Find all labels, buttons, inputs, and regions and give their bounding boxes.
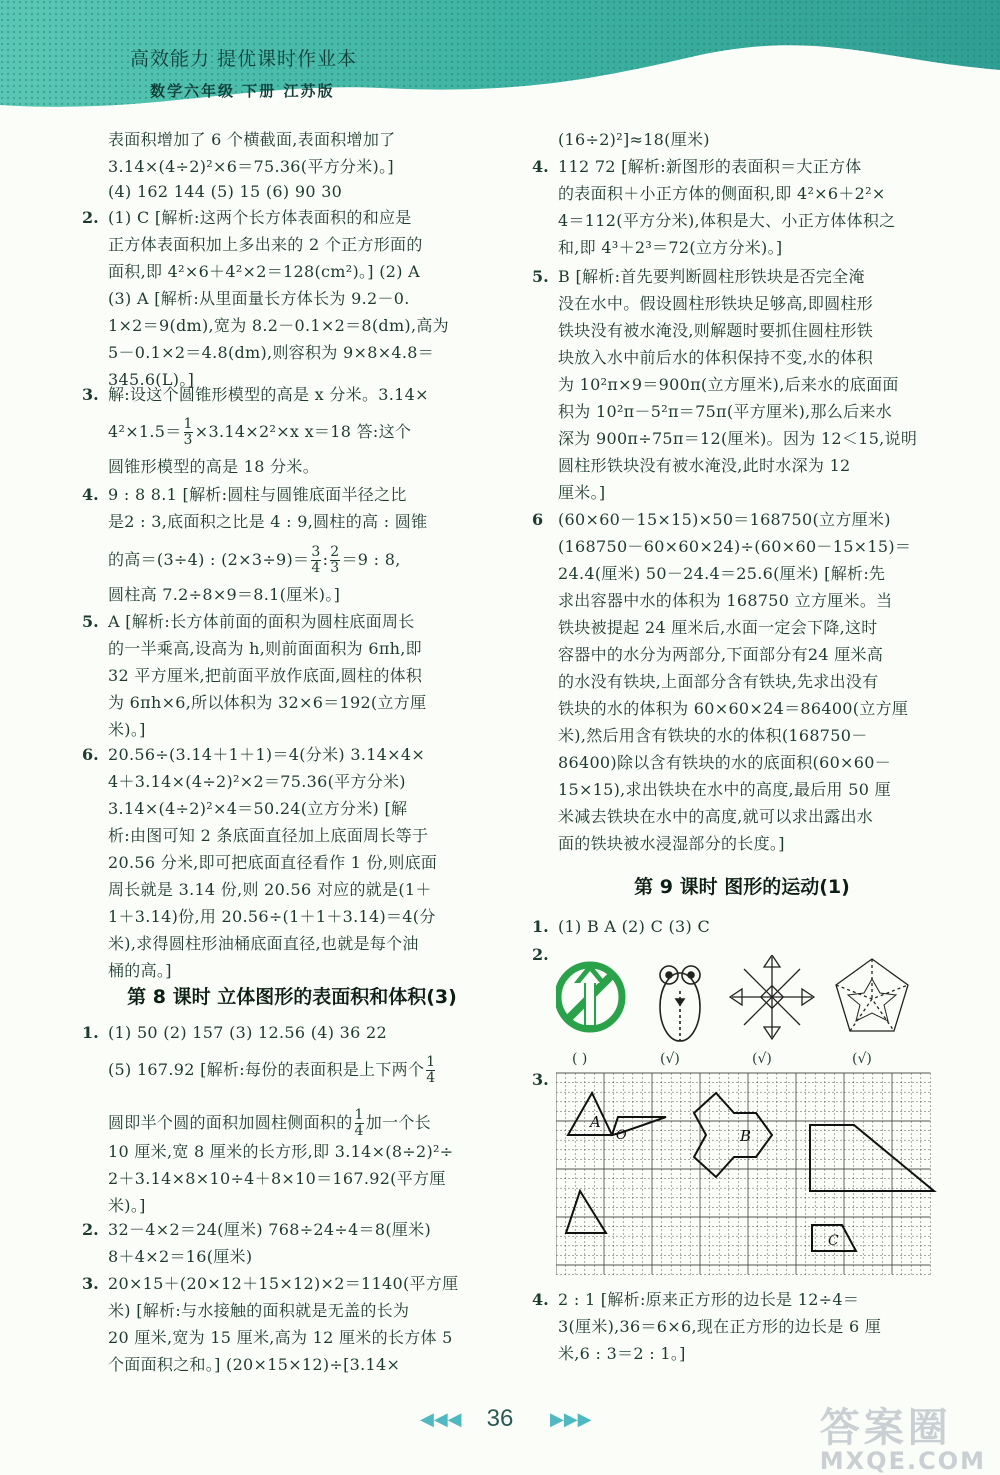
denominator: 3 (183, 432, 193, 448)
text-line: 米)。] (108, 1196, 146, 1215)
text-line: 圆柱形铁块没有被水淹没,此时水深为 12 (558, 456, 851, 475)
text-line: 表面积增加了 6 个横截面,表面积增加了 (108, 130, 396, 149)
text-line: 20.56÷(3.14＋1＋1)＝4(分米) 3.14×4× (108, 745, 426, 764)
text-line: 铁块被提起 24 厘米后,水面一定会下降,这时 (558, 618, 878, 637)
denominator: 4 (311, 560, 321, 576)
text-fragment: ×3.14×2²×x x＝18 答:这个 (194, 422, 412, 441)
text-line: 为 10²π×9＝900π(立方厘米),后来水的底面面 (558, 375, 899, 394)
text-fragment: (5) 167.92 [解析:每份的表面积是上下两个 (108, 1060, 425, 1079)
text-line: 面的铁块被水浸湿部分的长度。] (558, 834, 785, 853)
text-line: 块放入水中前后水的体积保持不变,水的体积 (558, 348, 874, 367)
mark-2: (√) (660, 1051, 680, 1067)
text-line: (16÷2)²]≈18(厘米) (558, 130, 710, 149)
figure-arrow-circle (558, 963, 622, 1029)
text-line: 3(厘米),36＝6×6,现在正方形的边长是 6 厘 (558, 1317, 882, 1336)
text-line: 铁块的水的体积为 60×60×24＝86400(立方厘 (558, 699, 909, 718)
header-title: 高效能力 提优课时作业本 (130, 48, 358, 70)
question-number: 6. (82, 745, 99, 764)
text-fragment: 圆即半个圆的面积加圆柱侧面积的 (108, 1113, 353, 1132)
denominator: 3 (330, 560, 340, 576)
text-line: 深为 900π÷75π＝12(厘米)。因为 12＜15,说明 (558, 429, 918, 448)
question-number: 2. (532, 945, 549, 964)
text-line: 解:设这个圆锥形模型的高是 x 分米。3.14× (108, 385, 429, 404)
text-line: 32 平方厘米,把前面平放作底面,圆柱的体积 (108, 666, 423, 685)
text-line (108, 1108, 431, 1139)
figure-pentagon (836, 959, 908, 1031)
numerator: 1 (426, 1054, 436, 1070)
question-number: 4. (532, 157, 549, 176)
text-line: 没在水中。假设圆柱形铁块足够高,即圆柱形 (558, 294, 874, 313)
text-line: 容器中的水分为两部分,下面部分有24 厘米高 (558, 645, 884, 664)
text-fragment: ＝9 : 8, (341, 550, 401, 569)
figure-snowflake (730, 955, 814, 1039)
text-line: A [解析:长方体前面的面积为圆柱底面周长 (108, 612, 415, 631)
numerator: 2 (330, 544, 340, 560)
mark-1: ( ) (572, 1051, 588, 1067)
fraction (426, 1055, 435, 1086)
text-fragment: 4²×1.5＝ (108, 422, 182, 441)
text-line: 和,即 4³＋2³＝72(立方分米)。] (558, 238, 783, 257)
page-header (0, 0, 1000, 120)
text-line: (1) 50 (2) 157 (3) 12.56 (4) 36 22 (108, 1023, 387, 1042)
text-line: (4) 162 144 (5) 15 (6) 90 30 (108, 182, 343, 201)
question-number: 3. (82, 385, 99, 404)
grid-shapes (566, 1093, 934, 1251)
text-line: 32－4×2＝24(厘米) 768÷24÷4＝8(厘米) (108, 1220, 432, 1239)
question-number: 3. (82, 1274, 99, 1293)
text-line (108, 1055, 437, 1086)
question-number: 4. (532, 1290, 549, 1309)
text-line: (1) B A (2) C (3) C (558, 917, 711, 936)
figures-area (556, 955, 956, 1285)
question-number: 6 (532, 510, 544, 529)
text-line: 10 厘米,宽 8 厘米的长方形,即 3.14×(8÷2)²÷ (108, 1142, 454, 1161)
text-line: (60×60－15×15)×50＝168750(立方厘米) (558, 510, 891, 529)
header-subtitle: 数学六年级 下册 江苏版 (150, 82, 335, 100)
label-a: A (590, 1113, 601, 1131)
text-line: 积为 10²π－5²π＝75π(平方厘米),那么后来水 (558, 402, 893, 421)
question-number: 5. (82, 612, 99, 631)
watermark (820, 1396, 986, 1475)
text-line: 15×15),求出铁块在水中的高度,最后用 50 厘 (558, 780, 891, 799)
text-line: 24.4(厘米) 50－24.4＝25.6(厘米) [解析:先 (558, 564, 886, 583)
shape-b (694, 1093, 772, 1177)
text-line: 1×2＝9(dm),宽为 8.2－0.1×2＝8(dm),高为 (108, 316, 449, 335)
text-line: 求出容器中水的体积为 168750 立方厘米。当 (558, 591, 893, 610)
text-line: 4＋3.14×(4÷2)²×2＝75.36(平方分米) (108, 772, 406, 791)
text-line: 正方体表面积加上多出来的 2 个正方形面的 (108, 235, 423, 254)
text-line: 4＝112(平方分米),体积是大、小正方体体积之 (558, 211, 896, 230)
answer-grid (556, 1073, 930, 1275)
question-number: 2. (82, 1220, 99, 1239)
text-line: 的水没有铁块,上面部分含有铁块,先求出没有 (558, 672, 879, 691)
text-line: 米) [解析:与水接触的面积就是无盖的长为 (108, 1301, 410, 1320)
text-line: 2＋3.14×8×10÷4＋8×10＝167.92(平方厘 (108, 1169, 446, 1188)
text-line: 个面面积之和。] (20×15×12)÷[3.14× (108, 1355, 401, 1374)
fraction (355, 1108, 364, 1139)
text-line: 9 : 8 8.1 [解析:圆柱与圆锥底面半径之比 (108, 485, 407, 504)
text-fragment: 的高＝(3÷4) : (2×3÷9)＝ (108, 550, 310, 569)
text-line: 析:由图可知 2 条底面直径加上底面周长等于 (108, 826, 429, 845)
page-number: 36 (486, 1405, 514, 1432)
text-line: B [解析:首先要判断圆柱形铁块是否完全淹 (558, 267, 865, 286)
denominator: 4 (426, 1070, 436, 1086)
text-line: 面积,即 4²×6＋4²×2＝128(cm²)。] (2) A (108, 262, 421, 281)
text-line: (3) A [解析:从里面量长方体长为 9.2－0. (108, 289, 410, 308)
text-line: 5－0.1×2＝4.8(dm),则容积为 9×8×4.8＝ (108, 343, 435, 362)
section-title-8: 第 8 课时 立体图形的表面积和体积(3) (127, 986, 457, 1008)
watermark-text: 答案圈 (819, 1405, 952, 1451)
fraction (330, 545, 339, 576)
denominator: 4 (354, 1123, 364, 1139)
left-arrows-icon: ◀◀◀ (420, 1409, 462, 1430)
fraction (311, 545, 320, 576)
mark-3: (√) (752, 1051, 772, 1067)
question-number: 2. (82, 208, 99, 227)
text-line: 的表面积＋小正方体的侧面积,即 4²×6＋2²× (558, 184, 886, 203)
text-line: 345.6(L)。] (108, 370, 195, 389)
text-line: 米)。] (108, 720, 146, 739)
text-fragment: 加一个长 (365, 1113, 431, 1132)
text-line: 3.14×(4÷2)²×6＝75.36(平方分米)。] (108, 157, 394, 176)
text-line: 的一半乘高,设高为 h,则前面面积为 6πh,即 (108, 639, 422, 658)
section-title-9: 第 9 课时 图形的运动(1) (634, 876, 850, 898)
text-line: 8＋4×2＝16(厘米) (108, 1247, 253, 1266)
text-line: 是2 : 3,底面积之比是 4 : 9,圆柱的高 : 圆锥 (108, 512, 428, 531)
text-line: 米),然后用含有铁块的水的体积(168750－ (558, 726, 868, 745)
text-line: 20 厘米,宽为 15 厘米,高为 12 厘米的长方体 5 (108, 1328, 453, 1347)
numerator: 3 (311, 544, 321, 560)
question-number: 1. (82, 1023, 99, 1042)
text-line: 米),求得圆柱形油桶底面直径,也就是每个油 (108, 934, 419, 953)
fraction (184, 417, 193, 448)
numerator: 1 (354, 1107, 364, 1123)
text-line: 桶的高。] (108, 961, 172, 980)
question-number: 1. (532, 917, 549, 936)
text-line (108, 545, 401, 576)
mark-4: (√) (852, 1051, 872, 1067)
figure-owl (660, 966, 700, 1041)
trapezoid (810, 1125, 934, 1191)
text-line (108, 417, 411, 448)
text-fragment: : (322, 550, 329, 569)
text-line: 米减去铁块在水中的高度,就可以求出露出水 (558, 807, 874, 826)
text-line: (168750－60×60×24)÷(60×60－15×15)＝ (558, 537, 912, 556)
text-line: 铁块没有被水淹没,则解题时要抓住圆柱形铁 (558, 321, 874, 340)
text-line: 圆锥形模型的高是 18 分米。 (108, 457, 320, 476)
label-b: B (740, 1127, 752, 1145)
label-o: O (616, 1128, 627, 1143)
watermark-url: MXQE.COM (819, 1447, 986, 1475)
text-line: 米,6 : 3＝2 : 1。] (558, 1344, 686, 1363)
text-line: 2 : 1 [解析:原来正方形的边长是 12÷4＝ (558, 1290, 860, 1309)
text-line: 20.56 分米,即可把底面直径看作 1 份,则底面 (108, 853, 438, 872)
text-line: 周长就是 3.14 份,则 20.56 对应的就是(1＋ (108, 880, 432, 899)
question-number: 5. (532, 267, 549, 286)
text-line: 1＋3.14)份,用 20.56÷(1＋1＋3.14)＝4(分 (108, 907, 436, 926)
text-line: 为 6πh×6,所以体积为 32×6＝192(立方厘 (108, 693, 427, 712)
text-line: 86400)除以含有铁块的水的底面积(60×60－ (558, 753, 892, 772)
numerator: 1 (183, 416, 193, 432)
label-c: C (828, 1233, 839, 1249)
text-line: 圆柱高 7.2÷8×9＝8.1(厘米)。] (108, 585, 341, 604)
text-line: 厘米。] (558, 483, 606, 502)
question-number: 4. (82, 485, 99, 504)
text-line: (1) C [解析:这两个长方体表面积的和应是 (108, 208, 412, 227)
text-line: 20×15＋(20×12＋15×12)×2＝1140(平方厘 (108, 1274, 459, 1293)
text-line: 112 72 [解析:新图形的表面积＝大正方体 (558, 157, 862, 176)
right-arrows-icon: ▶▶▶ (550, 1409, 592, 1430)
question-number: 3. (532, 1070, 549, 1089)
text-line: 3.14×(4÷2)²×4＝50.24(立方分米) [解 (108, 799, 408, 818)
